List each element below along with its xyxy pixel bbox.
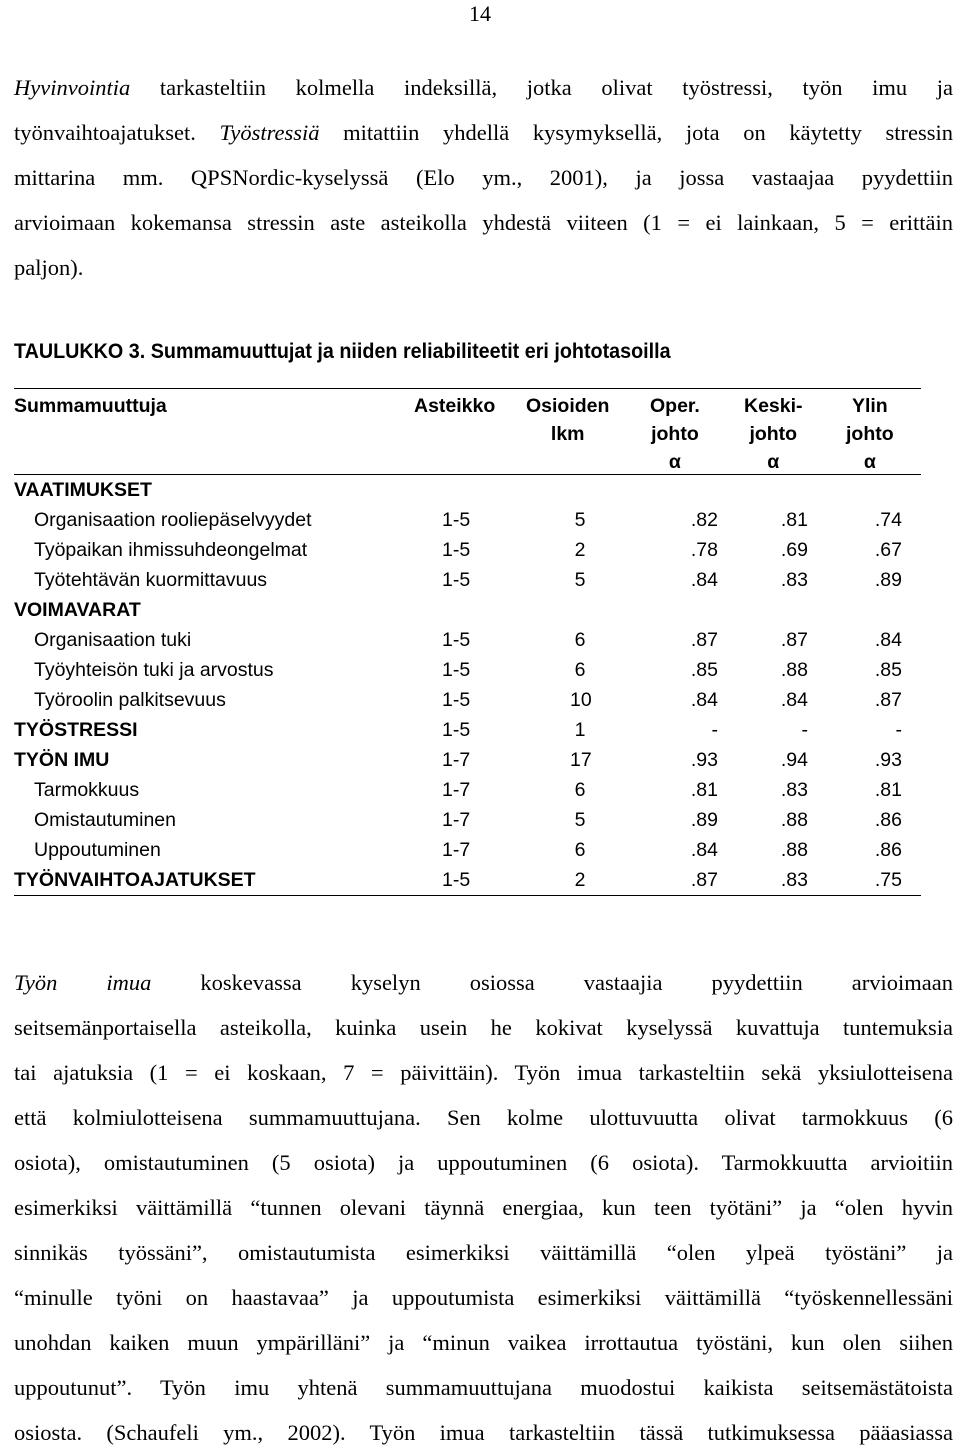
text-line: paljon).	[14, 255, 84, 280]
header-line: Ylin	[851, 395, 888, 417]
cell-osioiden: 10	[570, 689, 592, 711]
header-line: johto	[651, 423, 699, 445]
cell-osioiden: 5	[574, 809, 586, 831]
text-line: “minulle työni on haastavaa” ja uppoutumista esimerkiksi väittämillä “työskennellessäni	[14, 1285, 953, 1310]
cell-ylin-alpha: .67	[874, 539, 902, 561]
header-line: johto	[846, 423, 894, 445]
cell-oper-alpha: .93	[690, 749, 718, 771]
text-line: unohdan kaiken muun ympärilläni” ja “minun vaikea irrottautua työstäni, kun olen siihen	[14, 1330, 953, 1355]
header-line: Oper.	[650, 395, 700, 417]
cell-osioiden: 6	[574, 839, 586, 861]
cell-asteikko: 1-5	[442, 869, 471, 891]
emphasis-text: imua	[106, 970, 152, 995]
header-line: Keski-	[744, 395, 803, 417]
cell-keski-alpha: -	[801, 719, 808, 741]
cell-ylin-alpha: .87	[874, 689, 902, 711]
cell-oper-alpha: .81	[690, 779, 718, 801]
reliability-table	[14, 388, 921, 896]
table-row	[14, 505, 921, 535]
table-header	[14, 389, 921, 475]
cell-keski-alpha: .88	[780, 659, 808, 681]
text-line: seitsemänportaisella asteikolla, kuinka usein he kokivat kyselyssä kuvattuja tuntemuksia	[14, 1015, 953, 1040]
cell-name: Työyhteisön tuki ja arvostus	[34, 659, 274, 681]
table-row	[14, 685, 921, 715]
cell-keski-alpha: .81	[780, 509, 808, 531]
header-line: johto	[749, 423, 798, 445]
text-line: esimerkiksi väittämillä “tunnen olevani täynnä energiaa, kun teen työtäni” ja “olen hyvin	[14, 1195, 953, 1220]
text-line: osiota), omistautuminen (5 osiota) ja uppoutuminen (6 osiota). Tarmokkuutta arvioitiin	[14, 1150, 953, 1175]
cell-name: Tarmokkuus	[34, 779, 140, 801]
header-osioiden	[526, 392, 609, 448]
emphasis-text: Työn	[14, 970, 58, 995]
cell-ylin-alpha: -	[895, 719, 902, 741]
cell-oper-alpha: .87	[690, 629, 718, 651]
cell-name: VAATIMUKSET	[14, 479, 152, 501]
table-group-row	[14, 745, 921, 775]
cell-osioiden: 6	[574, 659, 586, 681]
cell-asteikko: 1-5	[442, 509, 471, 531]
cell-asteikko: 1-5	[442, 569, 471, 591]
cell-name: TYÖSTRESSI	[14, 719, 138, 741]
cell-ylin-alpha: .86	[874, 809, 902, 831]
table-row	[14, 775, 921, 805]
table-row	[14, 805, 921, 835]
text-line: arvioimaan kokemansa stressin aste asteikolla yhdestä viiteen (1 = ei lainkaan, 5 = erittäin	[14, 210, 953, 235]
cell-keski-alpha: .94	[780, 749, 808, 771]
text-span: työnvaihtoajatukset.	[14, 120, 220, 145]
cell-asteikko: 1-7	[442, 839, 471, 861]
cell-name: Uppoutuminen	[34, 839, 161, 861]
cell-name: Työpaikan ihmissuhdeongelmat	[34, 539, 308, 561]
cell-oper-alpha: .84	[690, 569, 718, 591]
header-keski	[744, 392, 803, 476]
cell-name: Omistautuminen	[34, 809, 176, 831]
cell-keski-alpha: .83	[780, 569, 808, 591]
header-asteikko: Asteikko	[414, 395, 496, 417]
table-row	[14, 835, 921, 865]
body-paragraph	[14, 960, 953, 1455]
table-group-row	[14, 715, 921, 745]
cell-ylin-alpha: .93	[874, 749, 902, 771]
header-line: lkm	[550, 423, 585, 445]
text-line: sinnikäs työssäni”, omistautumista esimerkiksi väittämillä “olen ylpeä työstäni” ja	[14, 1240, 953, 1265]
table-group-row	[14, 865, 921, 895]
text-line: mittarina mm. QPSNordic-kyselyssä (Elo ym., 2001), ja jossa vastaajaa pyydettiin	[14, 165, 953, 190]
cell-keski-alpha: .87	[780, 629, 808, 651]
page-number: 14	[469, 1, 491, 26]
text-line: uppoutunut”. Työn imu yhtenä summamuuttujana muodostui kaikista seitsemästätoista	[14, 1375, 953, 1400]
text-line: tai ajatuksia (1 = ei koskaan, 7 = päivittäin). Työn imua tarkasteltiin sekä yksiulotteisena	[14, 1060, 953, 1085]
cell-asteikko: 1-5	[442, 629, 471, 651]
text-line: osiosta. (Schaufeli ym., 2002). Työn imua tarkasteltiin tässä tutkimuksessa pääasiassa	[14, 1420, 953, 1445]
cell-name: TYÖN IMU	[14, 749, 110, 771]
cell-osioiden: 2	[574, 539, 586, 561]
header-ylin	[846, 392, 894, 476]
cell-ylin-alpha: .81	[874, 779, 902, 801]
header-line: α	[668, 451, 681, 473]
cell-asteikko: 1-5	[442, 659, 471, 681]
text-span: mitattiin yhdellä kysymyksellä, jota on käytetty stressin	[319, 120, 953, 145]
emphasis-text: Työstressiä	[219, 120, 320, 145]
cell-name: Organisaation rooliepäselvyydet	[34, 509, 312, 531]
table-body	[14, 475, 921, 895]
cell-asteikko: 1-5	[442, 719, 471, 741]
header-summamuuttuja: Summamuuttuja	[14, 395, 167, 417]
cell-asteikko: 1-7	[442, 749, 471, 771]
table-title: TAULUKKO 3. Summamuuttujat ja niiden reliabiliteetit eri johtotasoilla	[14, 340, 671, 363]
cell-ylin-alpha: .75	[874, 869, 902, 891]
table-row	[14, 565, 921, 595]
table-row	[14, 655, 921, 685]
cell-oper-alpha: .87	[690, 869, 718, 891]
cell-name: Työroolin palkitsevuus	[34, 689, 226, 711]
cell-oper-alpha: .84	[690, 839, 718, 861]
cell-keski-alpha: .83	[780, 779, 808, 801]
cell-name: Työtehtävän kuormittavuus	[34, 569, 268, 591]
cell-keski-alpha: .84	[780, 689, 808, 711]
cell-oper-alpha: -	[711, 719, 718, 741]
cell-osioiden: 2	[574, 869, 586, 891]
cell-osioiden: 6	[574, 779, 586, 801]
header-oper	[650, 392, 700, 476]
emphasis-text: Hyvinvointia	[14, 75, 131, 100]
header-line: Osioiden	[526, 395, 610, 417]
table-group-row	[14, 475, 921, 505]
text-line: että kolmiulotteisena summamuuttujana. Sen kolme ulottuvuutta olivat tarmokkuus (6	[14, 1105, 953, 1130]
cell-asteikko: 1-7	[442, 779, 471, 801]
cell-keski-alpha: .83	[780, 869, 808, 891]
cell-keski-alpha: .69	[780, 539, 808, 561]
cell-ylin-alpha: .85	[874, 659, 902, 681]
table-group-row	[14, 595, 921, 625]
cell-osioiden: 6	[574, 629, 586, 651]
cell-name: TYÖNVAIHTOAJATUKSET	[14, 869, 256, 891]
cell-osioiden: 1	[574, 719, 586, 741]
cell-osioiden: 17	[570, 749, 592, 771]
text-line	[14, 65, 953, 110]
intro-paragraph	[14, 65, 953, 290]
text-line	[14, 960, 953, 1005]
text-span: tarkasteltiin kolmella indeksillä, jotka olivat työstressi, työn imu ja	[130, 75, 953, 100]
cell-keski-alpha: .88	[780, 839, 808, 861]
text-span: koskevassa kyselyn osiossa vastaajia pyydettiin arvioimaan	[151, 970, 953, 995]
cell-oper-alpha: .89	[690, 809, 718, 831]
header-line: α	[767, 451, 780, 473]
cell-osioiden: 5	[574, 569, 586, 591]
table-row	[14, 625, 921, 655]
text-span	[57, 970, 106, 995]
cell-oper-alpha: .84	[690, 689, 718, 711]
cell-oper-alpha: .82	[690, 509, 718, 531]
cell-oper-alpha: .78	[690, 539, 718, 561]
header-line: α	[863, 451, 876, 473]
cell-name: VOIMAVARAT	[14, 599, 141, 621]
cell-ylin-alpha: .84	[874, 629, 902, 651]
cell-keski-alpha: .88	[780, 809, 808, 831]
table-row	[14, 535, 921, 565]
cell-ylin-alpha: .74	[874, 509, 902, 531]
text-line	[14, 110, 953, 155]
cell-osioiden: 5	[574, 509, 586, 531]
cell-ylin-alpha: .86	[874, 839, 902, 861]
cell-name: Organisaation tuki	[34, 629, 192, 651]
cell-ylin-alpha: .89	[874, 569, 902, 591]
cell-asteikko: 1-5	[442, 689, 471, 711]
cell-oper-alpha: .85	[690, 659, 718, 681]
cell-asteikko: 1-7	[442, 809, 471, 831]
cell-asteikko: 1-5	[442, 539, 471, 561]
